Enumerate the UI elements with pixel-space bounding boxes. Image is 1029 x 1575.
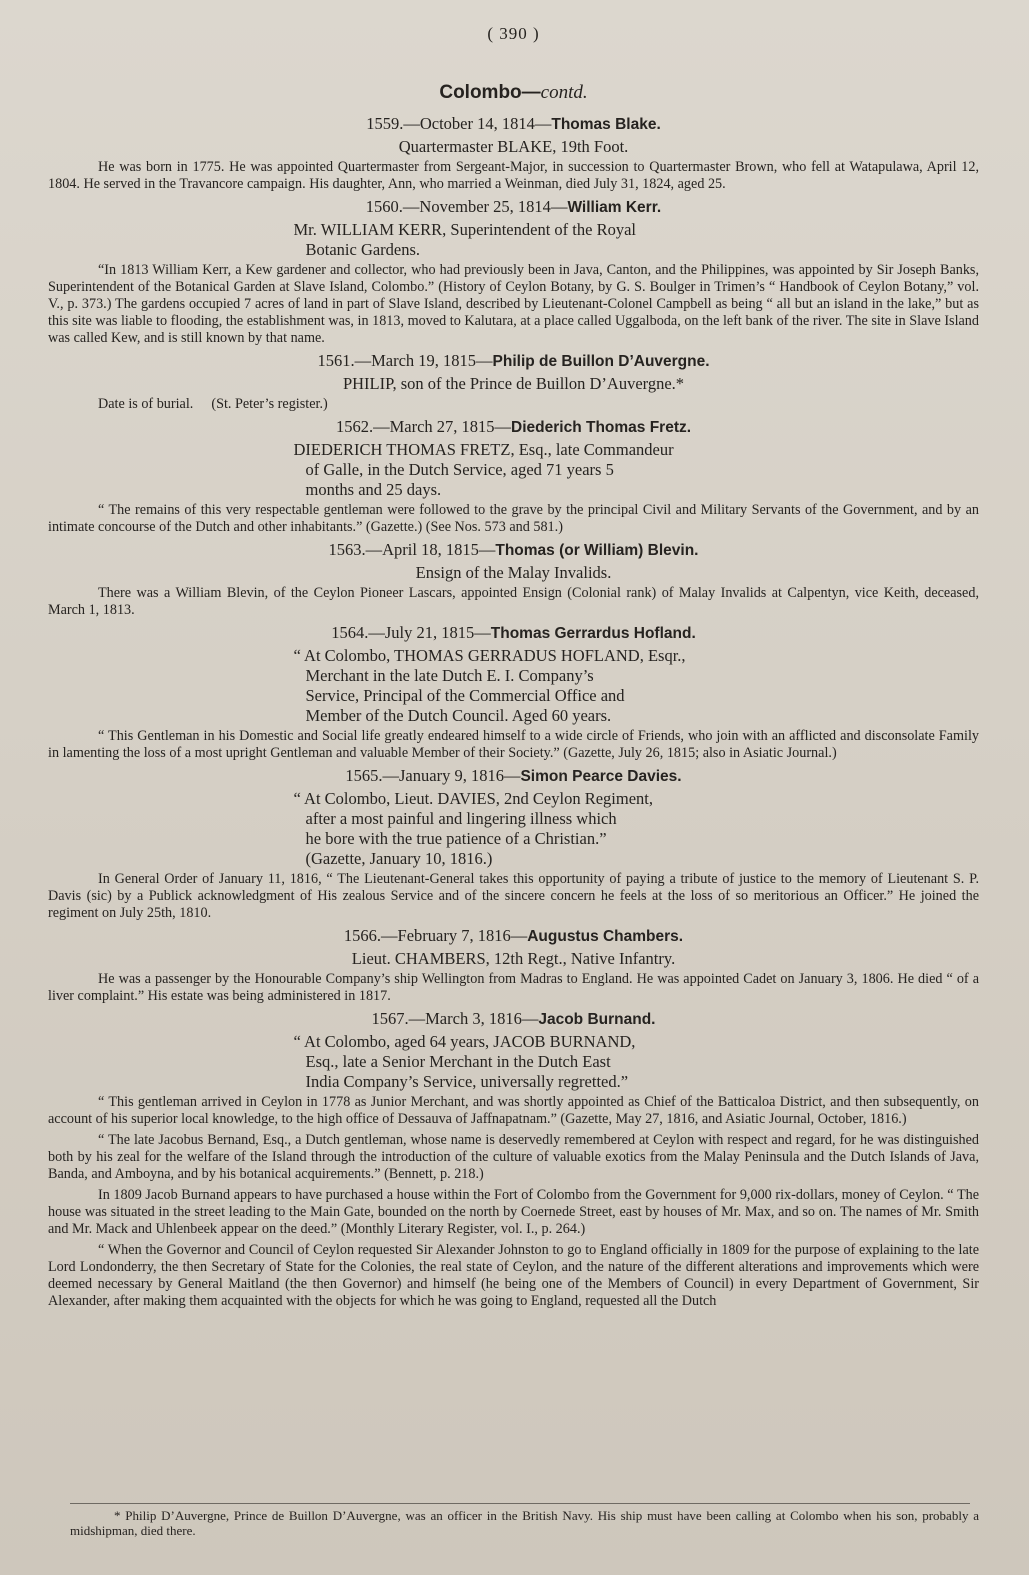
footnote: * Philip D’Auvergne, Prince de Buillon D’Auvergne, was an officer in the British Navy. His ship must have been calling at Colombo when his son, probably a midshipman, died there. (70, 1508, 979, 1538)
description-line: Merchant in the late Dutch E. I. Company’s (305, 666, 594, 685)
entry-paragraph: “ This Gentleman in his Domestic and Social life greatly endeared himself to a wide circle of Friends, who join with an afflicted and disconsolate Family in lamenting the loss of a most upright Gentleman and valuable Member of their Society.” (Gazette, July 26, 1815; also in Asiatic Journal.) (48, 728, 979, 761)
description-line: Service, Principal of the Commercial Office and (305, 686, 625, 705)
description-line: “ At Colombo, Lieut. DAVIES, 2nd Ceylon Regiment, (293, 789, 653, 808)
entry-number: 1563. (328, 540, 366, 559)
description-line: Member of the Dutch Council. Aged 60 years. (305, 706, 612, 725)
entry-name: Augustus Chambers. (527, 928, 684, 945)
entry-number: 1559. (366, 114, 404, 133)
entry-description (294, 220, 734, 260)
description-line: Ensign of the Malay Invalids. (415, 563, 612, 582)
entry-heading: 1564.—July 21, 1815—Thomas Gerrardus Hofland. (331, 623, 696, 642)
entry-number: 1564. (331, 623, 369, 642)
entry-1559 (48, 114, 979, 193)
entry-heading: 1559.—October 14, 1814—Thomas Blake. (366, 114, 661, 133)
entry-date: January 9, 1816 (399, 766, 504, 785)
description-line: of Galle, in the Dutch Service, aged 71 years 5 (305, 460, 614, 479)
description-line: Botanic Gardens. (305, 240, 421, 259)
page-number: ( 390 ) (487, 24, 540, 43)
description-line: Esq., late a Senior Merchant in the Dutch East (305, 1052, 611, 1071)
entry-date: November 25, 1814 (419, 197, 551, 216)
entry-paragraph: There was a William Blevin, of the Ceylon Pioneer Lascars, appointed Ensign (Colonial rank) of Malay Invalids at Calpentyn, vice Keith, deceased, March 1, 1813. (48, 585, 979, 618)
entry-description (294, 646, 734, 726)
note-left: Date is of burial. (98, 396, 194, 412)
entry-paragraph: “ The late Jacobus Bernand, Esq., a Dutch gentleman, whose name is deservedly remembered at Ceylon with respect and regard, for he was distinguished both by his zeal for the welfare of the Island through the introduction of the culture of valuable exotics from the Malay Peninsula and the Dutch Islands of Java, Banda, and Amboyna, and by his botanical acquirements.” (Bennett, p. 218.) (48, 1132, 979, 1182)
section-title-suffix: contd. (540, 82, 588, 103)
entry-name: Thomas Blake. (551, 116, 661, 133)
entry-paragraph: He was a passenger by the Honourable Company’s ship Wellington from Madras to England. He was appointed Cadet on January 3, 1806. He died “ of a liver complaint.” His estate was being administered in 1817. (48, 971, 979, 1004)
description-line: “ At Colombo, THOMAS GERRADUS HOFLAND, Esqr., (293, 646, 686, 665)
entry-description (294, 440, 734, 500)
entry-description (254, 374, 774, 394)
entry-heading: 1565.—January 9, 1816—Simon Pearce Davies. (345, 766, 682, 785)
entry-paragraph: In General Order of January 11, 1816, “ The Lieutenant-General takes this opportunity of paying a tribute of justice to the memory of Lieutenant S. P. Davis (sic) by a Publick acknowledgment of His zealous Service and of the sincere concern he feels at the loss of so meritorious an Officer.” He joined the regiment on July 25th, 1810. (48, 871, 979, 921)
entry-1565 (48, 766, 979, 922)
entry-date: April 18, 1815 (382, 540, 479, 559)
entry-name: William Kerr. (567, 199, 662, 216)
description-line: Lieut. CHAMBERS, 12th Regt., Native Infantry. (351, 949, 676, 968)
entry-name: Jacob Burnand. (538, 1011, 656, 1028)
entry-name: Thomas Gerrardus Hofland. (490, 625, 696, 642)
entry-name: Thomas (or William) Blevin. (495, 542, 699, 559)
entry-heading: 1563.—April 18, 1815—Thomas (or William) Blevin. (328, 540, 699, 559)
entry-paragraph: “ The remains of this very respectable gentleman were followed to the grave by the principal Civil and Military Servants of the Government, and by an intimate concourse of the Dutch and other inhabitants.” (Gazette.) (See Nos. 573 and 581.) (48, 502, 979, 535)
entry-paragraph: “In 1813 William Kerr, a Kew gardener and collector, who had previously been in Java, Canton, and the Philippines, was appointed by Sir Joseph Banks, Superintendent of the Botanical Garden at Slave Island, Colombo.” (History of Ceylon Botany, by G. S. Boulger in Trimen’s “ Handbook of Ceylon Botany,” vol. V., p. 373.) The gardens occupied 7 acres of land in part of Slave Island, described by Lieutenant-Colonel Campbell as being “ all but an island in the lake,” but as this site was liable to flooding, the establishment was, in 1813, moved to Kalutara, at a place called Uggalboda, on the left bank of the river. The site in Slave Island was called Kew, and is still known by that name. (48, 262, 979, 346)
entry-1562 (48, 417, 979, 536)
entry-name: Philip de Buillon D’Auvergne. (492, 353, 710, 370)
entry-heading: 1566.—February 7, 1816—Augustus Chambers. (343, 926, 684, 945)
entry-1564 (48, 623, 979, 762)
entry-date: October 14, 1814 (419, 114, 535, 133)
description-line: (Gazette, January 10, 1816.) (305, 849, 493, 868)
description-line: PHILIP, son of the Prince de Buillon D’Auvergne.* (342, 374, 685, 393)
entry-description (294, 789, 734, 869)
entry-1566 (48, 926, 979, 1005)
footnote-rule (70, 1503, 970, 1504)
entry-heading: 1562.—March 27, 1815—Diederich Thomas Fretz. (335, 417, 692, 436)
description-line: months and 25 days. (305, 480, 442, 499)
entry-name: Diederich Thomas Fretz. (511, 419, 692, 436)
section-title-text: Colombo (439, 82, 522, 103)
description-line: India Company’s Service, universally regretted.” (305, 1072, 629, 1091)
entry-date: March 27, 1815 (389, 417, 495, 436)
entry-number: 1561. (317, 351, 355, 370)
description-line: Quartermaster BLAKE, 19th Foot. (398, 137, 629, 156)
entry-date: March 19, 1815 (371, 351, 477, 370)
entry-description (254, 563, 774, 583)
description-line: Mr. WILLIAM KERR, Superintendent of the Royal (293, 220, 636, 239)
entry-number: 1562. (335, 417, 374, 436)
entry-paragraph: He was born in 1775. He was appointed Quartermaster from Sergeant-Major, in succession to Quartermaster Brown, who fell at Watapulawa, April 12, 1804. He served in the Travancore campaign. His daughter, Ann, who married a Weinman, died July 31, 1824, aged 25. (48, 159, 979, 192)
entry-paragraph: “ This gentleman arrived in Ceylon in 1778 as Junior Merchant, and was shortly appointed as Chief of the Batticaloa District, and then subsequently, on account of his superior local knowledge, to the high office of Dessauva of Jaffnapatnam.” (Gazette, May 27, 1816, and Asiatic Journal, October, 1816.) (48, 1094, 979, 1127)
description-line: “ At Colombo, aged 64 years, JACOB BURNAND, (293, 1032, 636, 1051)
entry-number: 1565. (345, 766, 383, 785)
entry-date: February 7, 1816 (397, 926, 511, 945)
entry-heading: 1567.—March 3, 1816—Jacob Burnand. (371, 1009, 656, 1028)
note-right: (St. Peter’s register.) (211, 396, 328, 412)
entry-description (254, 137, 774, 157)
entry-heading: 1560.—November 25, 1814—William Kerr. (365, 197, 662, 216)
section-title: Colombo—contd. (439, 82, 588, 103)
description-line: DIEDERICH THOMAS FRETZ, Esq., late Commandeur (293, 440, 674, 459)
entry-note (98, 396, 979, 413)
entry-1560 (48, 197, 979, 347)
entry-number: 1566. (343, 926, 382, 945)
entry-name: Simon Pearce Davies. (520, 768, 682, 785)
entry-1563 (48, 540, 979, 619)
entry-paragraph: “ When the Governor and Council of Ceylon requested Sir Alexander Johnston to go to England officially in 1809 for the purpose of explaining to the late Lord Londonderry, the then Secretary of State for the Colonies, the real state of Ceylon, and the nature of the different alterations and improvements which were deemed necessary by General Maitland (the then Governor) and himself (he being one of the Members of Council) in every Department of Government, Sir Alexander, after making them acquainted with the objects for which he was going to England, requested all the Dutch (48, 1242, 979, 1309)
description-line: he bore with the true patience of a Christian.” (305, 829, 607, 848)
entry-number: 1567. (371, 1009, 409, 1028)
entry-date: July 21, 1815 (384, 623, 475, 642)
entry-paragraph: In 1809 Jacob Burnand appears to have purchased a house within the Fort of Colombo from the Government for 9,000 rix-dollars, money of Ceylon. “ The house was situated in the street leading to the Main Gate, bounded on the north by Coernede Street, east by houses of Mr. Max, and so on. The names of Mr. Smith and Mr. Mack and Uhlenbeek appear on the deed.” (Monthly Literary Register, vol. I., p. 264.) (48, 1187, 979, 1237)
entry-number: 1560. (365, 197, 403, 216)
entry-description (294, 1032, 734, 1092)
entries-list (48, 114, 979, 1310)
entry-description (254, 949, 774, 969)
entry-date: March 3, 1816 (425, 1009, 522, 1028)
entry-1561 (48, 351, 979, 413)
entry-heading: 1561.—March 19, 1815—Philip de Buillon D’Auvergne. (317, 351, 710, 370)
description-line: after a most painful and lingering illness which (305, 809, 617, 828)
entry-1567 (48, 1009, 979, 1310)
